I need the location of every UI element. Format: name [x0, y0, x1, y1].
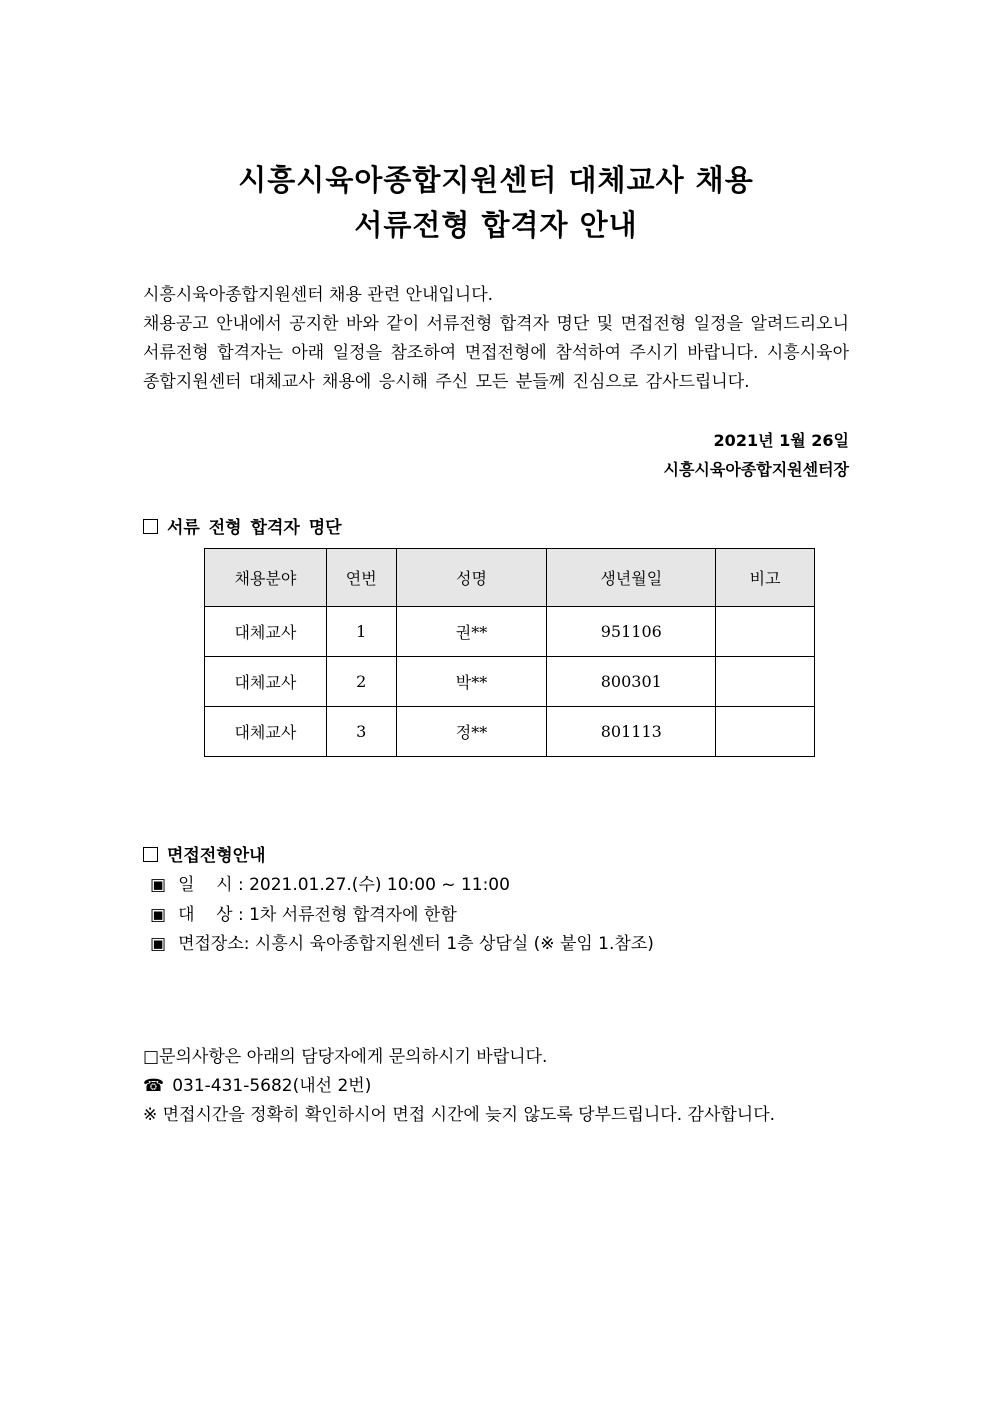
cell-number: 1: [326, 607, 396, 657]
contact-note: ※ 면접시간을 정확히 확인하시어 면접 시간에 늦지 않도록 당부드립니다. 감사합니다.: [143, 1105, 776, 1125]
cell-birthdate: 801113: [547, 707, 716, 757]
square-dot-bullet-icon: ▣: [150, 875, 167, 895]
table-header-row: [205, 549, 815, 607]
square-bullet-icon: [143, 519, 158, 534]
cell-field: 대체교사: [205, 707, 327, 757]
header-remarks: 비고: [716, 549, 815, 607]
phone-icon: ☎: [143, 1076, 165, 1096]
cell-remarks: [716, 707, 815, 757]
document-title-line1: 시흥시육아종합지원센터 대체교사 채용: [238, 163, 754, 197]
document-title-line2: 서류전형 합격자 안내: [354, 208, 638, 242]
cell-remarks: [716, 657, 815, 707]
section-interview-heading: [143, 841, 266, 866]
cell-number: 3: [326, 707, 396, 757]
square-bullet-icon: [143, 847, 158, 862]
table-row: [205, 657, 815, 707]
intro-paragraph: 채용공고 안내에서 공지한 바와 같이 서류전형 합격자 명단 및 면접전형 일정을 알려드리오니 서류전형 합격자는 아래 일정을 참조하여 면접전형에 참석하여 주시기 바랍니다. 시흥시육아종합지원센터 대체교사 채용에 응시해 주신 모든 분들께 진심으로 감사드립니다.: [143, 314, 849, 392]
cell-name: 권**: [396, 607, 547, 657]
header-birthdate: 생년월일: [547, 549, 716, 607]
interview-item-target: [150, 900, 457, 925]
interview-item-label: 일 시: [178, 875, 233, 895]
signatory: 시흥시육아종합지원센터장: [663, 460, 849, 479]
square-dot-bullet-icon: ▣: [150, 934, 167, 954]
section-passers-title: 서류 전형 합격자 명단: [167, 518, 342, 538]
cell-remarks: [716, 607, 815, 657]
interview-item-label: 면접장소: [178, 934, 244, 954]
interview-item-value: : 1차 서류전형 합격자에 한함: [237, 905, 457, 925]
contact-phone-line: [143, 1072, 849, 1101]
table-row: [205, 607, 815, 657]
notice-date: 2021년 1월 26일: [713, 431, 849, 450]
cell-name: 정**: [396, 707, 547, 757]
header-name: 성명: [396, 549, 547, 607]
contact-heading: □문의사항은 아래의 담당자에게 문의하시기 바랍니다.: [143, 1047, 548, 1067]
cell-number: 2: [326, 657, 396, 707]
cell-birthdate: 951106: [547, 607, 716, 657]
cell-field: 대체교사: [205, 607, 327, 657]
section-passers-heading: [143, 513, 342, 538]
section-interview-title: 면접전형안내: [167, 846, 266, 866]
intro-line: 시흥시육아종합지원센터 채용 관련 안내입니다.: [143, 285, 494, 305]
passers-table: [204, 548, 815, 757]
table-row: [205, 707, 815, 757]
square-dot-bullet-icon: ▣: [150, 905, 167, 925]
interview-item-value: : 시흥시 육아종합지원센터 1층 상담실 (※ 붙임 1.참조): [243, 934, 654, 954]
header-number: 연번: [326, 549, 396, 607]
header-field: 채용분야: [205, 549, 327, 607]
contact-phone: 031-431-5682(내선 2번): [172, 1076, 372, 1096]
cell-birthdate: 800301: [547, 657, 716, 707]
interview-item-datetime: [150, 870, 510, 895]
interview-item-label: 대 상: [178, 905, 233, 925]
interview-item-value: : 2021.01.27.(수) 10:00 ~ 11:00: [237, 875, 510, 895]
cell-name: 박**: [396, 657, 547, 707]
intro-text: [143, 281, 849, 397]
cell-field: 대체교사: [205, 657, 327, 707]
interview-item-location: [150, 929, 654, 954]
